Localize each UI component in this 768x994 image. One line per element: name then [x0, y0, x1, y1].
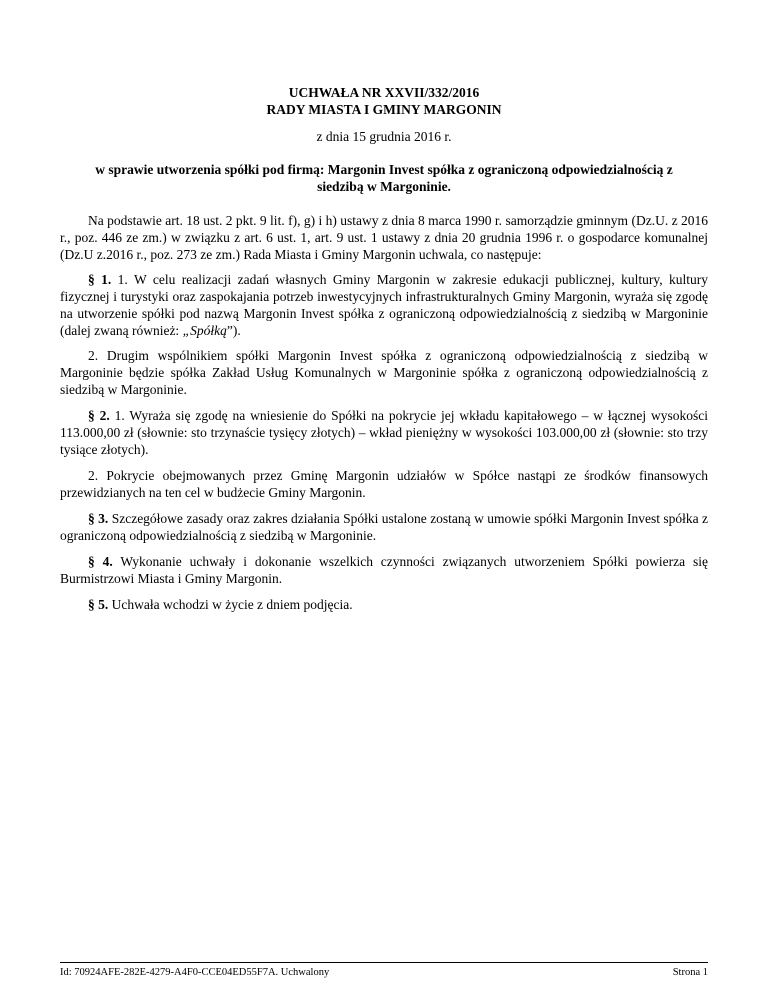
section-3-mark: § 3.	[88, 511, 109, 526]
council-name: RADY MIASTA I GMINY MARGONIN	[266, 102, 502, 117]
resolution-subject	[80, 161, 688, 195]
section-3-paragraph	[60, 510, 708, 544]
section-2-text: 1. Wyraża się zgodę na wniesienie do Spółki na pokrycie jej wkładu kapitałowego – w łącznej wysokości 113.000,00 zł (słownie: sto trzynaście tysięcy złotych) – wkład pieniężny w wysokości 103.000,00 zł (słownie: sto trzy tysiące złotych).	[60, 408, 708, 457]
section-1-paragraph-1	[60, 271, 708, 339]
document-header	[0, 84, 768, 118]
footer-page-number: Strona 1	[672, 967, 708, 978]
resolution-date: z dnia 15 grudnia 2016 r.	[316, 129, 452, 144]
section-4-paragraph	[60, 553, 708, 587]
subject-line-2: siedzibą w Margoninie.	[317, 179, 451, 194]
section-1-mark: § 1.	[88, 272, 112, 287]
section-5-mark: § 5.	[88, 597, 109, 612]
section-1-text-end: ”).	[226, 323, 241, 338]
preamble: Na podstawie art. 18 ust. 2 pkt. 9 lit. f), g) i h) ustawy z dnia 8 marca 1990 r. samorządzie gminnym (Dz.U. z 2016 r., poz. 446 ze zm.) w związku z art. 6 ust. 1, art. 9 ust. 1 ustawy z dnia 20 grudnia 1996 r. o gospodarce komunalnej (Dz.U z.2016 r., poz. 273 ze zm.) Rada Miasta i Gminy Margonin uchwala, co następuje:	[60, 213, 708, 262]
section-2-paragraph-2: 2. Pokrycie obejmowanych przez Gminę Margonin udziałów w Spółce nastąpi ze środków finansowych przewidzianych na ten cel w budżecie Gminy Margonin.	[60, 468, 708, 500]
document-body	[60, 212, 708, 613]
section-3-text: Szczegółowe zasady oraz zakres działania Spółki ustalone zostaną w umowie spółki Margonin Invest spółka z ograniczoną odpowiedzialnością z siedzibą w Margoninie.	[60, 511, 709, 543]
footer-document-id: Id: 70924AFE-282E-4279-A4F0-CCE04ED55F7A. Uchwalony	[60, 967, 330, 978]
resolution-number: UCHWAŁA NR XXVII/332/2016	[288, 85, 480, 100]
section-1-paragraph-2: 2. Drugim wspólnikiem spółki Margonin Invest spółka z ograniczoną odpowiedzialnością z siedzibą w Margoninie będzie spółka Zakład Usług Komunalnych w Margoninie spółka z ograniczoną odpowiedzialnością z siedzibą w Margoninie.	[60, 348, 708, 397]
section-2-paragraph-1	[60, 407, 708, 458]
section-5-text: Uchwała wchodzi w życie z dniem podjęcia.	[108, 597, 353, 612]
section-4-text: Wykonanie uchwały i dokonanie wszelkich czynności związanych utworzeniem Spółki powierza się Burmistrzowi Miasta i Gminy Margonin.	[60, 554, 709, 586]
section-4-mark: § 4.	[88, 554, 113, 569]
section-5-paragraph	[60, 596, 708, 613]
section-1-italic-term: „Spółką	[182, 323, 227, 338]
section-2-mark: § 2.	[88, 408, 110, 423]
section-1-text: 1. W celu realizacji zadań własnych Gminy Margonin w zakresie edukacji publicznej, kultury, kultury fizycznej i turystyki oraz zaspokajania potrzeb inwestycyjnych infrastrukturalnych Gminy Margonin, wyraża się zgodę na utworzenie spółki pod nazwą Margonin Invest spółka z ograniczoną odpowiedzialnością z siedzibą w Margoninie (dalej zwaną również:	[60, 272, 708, 338]
subject-line-1: w sprawie utworzenia spółki pod firmą: Margonin Invest spółka z ograniczoną odpowiedzialnością z	[95, 162, 673, 177]
footer-divider	[60, 962, 708, 963]
